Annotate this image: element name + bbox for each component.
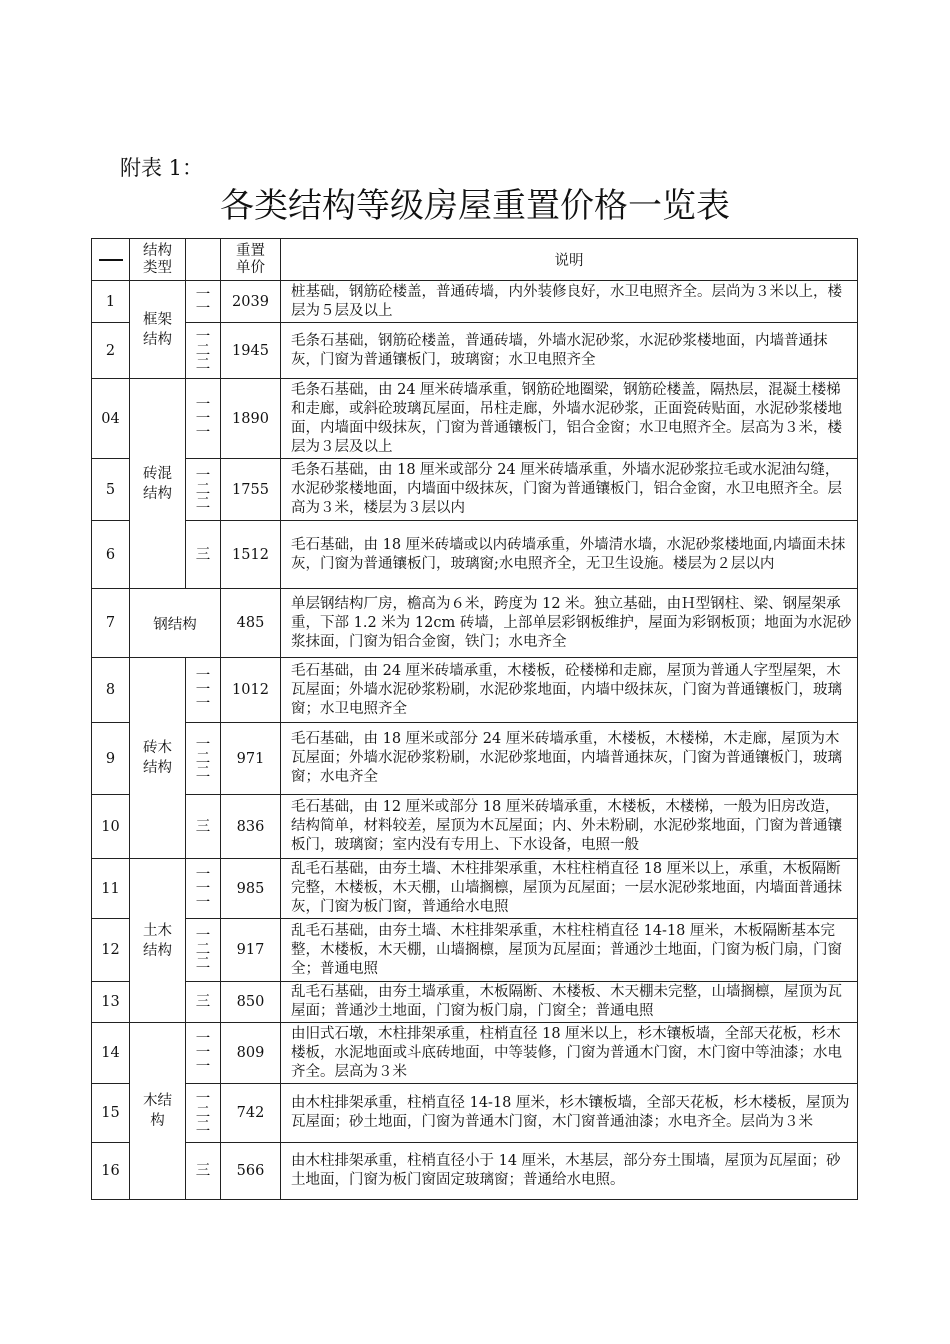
grade-cell: 一 一 一 (186, 658, 221, 723)
appendix-label: 附表 1： (120, 156, 204, 180)
price-cell: 836 (221, 795, 281, 859)
grade-cell: 三 (186, 1143, 221, 1200)
header-description: 说明 (281, 239, 858, 281)
table-row (92, 281, 858, 323)
grade-cell: 一 二 二 (186, 723, 221, 795)
price-cell: 850 (221, 982, 281, 1023)
table-row (92, 723, 858, 795)
page-title: 各类结构等级房屋重置价格一览表 (220, 186, 730, 226)
grade-cell: 三 (186, 521, 221, 589)
table-row (92, 1084, 858, 1143)
table-row (92, 459, 858, 521)
structure-type-label: 土木结构 (143, 922, 172, 959)
grade-cell: 一 二 二 (186, 323, 221, 379)
price-cell: 1945 (221, 323, 281, 379)
price-cell: 742 (221, 1084, 281, 1143)
table-row (92, 859, 858, 919)
structure-type-label: 木结构 (143, 1093, 172, 1129)
row-number: 04 (92, 379, 130, 459)
row-number: 11 (92, 859, 130, 919)
row-number: 10 (92, 795, 130, 859)
row-number: 15 (92, 1084, 130, 1143)
table-row (92, 982, 858, 1023)
structure-type-cell (130, 658, 186, 859)
description-cell: 毛石基础，由 12 厘米或部分 18 厘米砖墙承重，木楼板，木楼梯，一般为旧房改造，结构简单，材料较差，屋顶为木瓦屋面；内、外未粉刷，水泥砂浆地面，门窗为普通镶板门，玻璃窗；室内没有专用上、下水设备，电照一般 (281, 795, 858, 859)
structure-type-cell (130, 281, 186, 379)
grade-cell: 一 二 二 (186, 459, 221, 521)
description-cell: 毛条石基础，钢筋砼楼盖，普通砖墙，外墙水泥砂浆，水泥砂浆楼地面，内墙普通抹灰，门窗为普通镶板门，玻璃窗；水卫电照齐全 (281, 323, 858, 379)
price-cell: 1755 (221, 459, 281, 521)
row-number: 2 (92, 323, 130, 379)
grade-cell: 三 (186, 982, 221, 1023)
description-cell: 毛石基础，由 24 厘米砖墙承重，木楼板，砼楼梯和走廊，屋顶为普通人字型屋架，木瓦屋面；外墙水泥砂浆粉刷，水泥砂浆地面，内墙中级抹灰，门窗为普通镶板门，玻璃窗；水卫电照齐全 (281, 658, 858, 723)
price-cell: 917 (221, 919, 281, 982)
table-row (92, 589, 858, 658)
row-number: 16 (92, 1143, 130, 1200)
structure-type-cell: 钢结构 (130, 589, 221, 658)
price-cell: 485 (221, 589, 281, 658)
description-cell: 单层钢结构厂房，檐高为６米，跨度为 12 米。独立基础，由Ｈ型钢柱、梁、钢屋架承重，下部 1.2 米为 12cm 砖墙，上部单层彩钢板维护，屋面为彩钢板顶；地面为水泥砂浆抹面，门窗为铝合金窗，铁门；水电齐全 (281, 589, 858, 658)
header-structure-type: 结构类型 (130, 239, 186, 281)
row-number: 8 (92, 658, 130, 723)
row-number: 1 (92, 281, 130, 323)
grade-cell: 三 (186, 795, 221, 859)
price-cell: 971 (221, 723, 281, 795)
grade-cell: 一 一 一 (186, 859, 221, 919)
price-cell: 1012 (221, 658, 281, 723)
price-cell: 2039 (221, 281, 281, 323)
description-cell: 由木柱排架承重，柱梢直径小于 14 厘米，木基层，部分夯土围墙，屋顶为瓦屋面；砂土地面，门窗为板门窗固定玻璃窗；普通给水电照。 (281, 1143, 858, 1200)
row-number: 14 (92, 1023, 130, 1084)
header-price: 重置单价 (221, 239, 281, 281)
table-row (92, 658, 858, 723)
price-cell: 1512 (221, 521, 281, 589)
table-row (92, 1143, 858, 1200)
table-row (92, 1023, 858, 1084)
structure-type-label: 砖木结构 (143, 740, 172, 776)
row-number: 9 (92, 723, 130, 795)
price-cell: 809 (221, 1023, 281, 1084)
structure-type-cell (130, 859, 186, 1023)
description-cell: 毛石基础，由 18 厘米砖墙或以内砖墙承重，外墙清水墙，水泥砂浆楼地面,内墙面未抹灰，门窗为普通镶板门，玻璃窗;水电照齐全，无卫生设施。楼层为２层以内 (281, 521, 858, 589)
price-cell: 566 (221, 1143, 281, 1200)
grade-cell: 一 一 一 (186, 1023, 221, 1084)
table-header-row (92, 239, 858, 281)
price-cell: 985 (221, 859, 281, 919)
grade-cell: 一 一 (186, 281, 221, 323)
grade-cell: 一 二 二 (186, 1084, 221, 1143)
header-grade-cell (186, 239, 221, 281)
structure-type-label: 框架结构 (143, 311, 172, 348)
structure-type-cell (130, 1023, 186, 1200)
row-number: 7 (92, 589, 130, 658)
price-table (91, 238, 858, 1200)
table-row (92, 919, 858, 982)
table-row (92, 379, 858, 459)
dash-icon (99, 259, 123, 261)
structure-type-label: 砖混结构 (143, 465, 172, 502)
price-cell: 1890 (221, 379, 281, 459)
description-cell: 乱毛石基础，由夯土墙、木柱排架承重，木柱柱梢直径 14-18 厘米，木板隔断基本完整，木楼板，木天棚，山墙搁檩，屋顶为瓦屋面；普通沙土地面，门窗为板门扇，门窗全；普通电照 (281, 919, 858, 982)
grade-cell: 一 二 二 (186, 919, 221, 982)
row-number: 6 (92, 521, 130, 589)
table-row (92, 323, 858, 379)
description-cell: 毛条石基础，由 18 厘米或部分 24 厘米砖墙承重，外墙水泥砂浆拉毛或水泥油勾缝，水泥砂浆楼地面，内墙面中级抹灰，门窗为普通镶板门，铝合金窗，水卫电照齐全。层高为３米，楼层为３层以内 (281, 459, 858, 521)
description-cell: 乱毛石基础，由夯土墙、木柱排架承重，木柱柱梢直径 18 厘米以上，承重，木板隔断完整，木楼板，木天棚，山墙搁檩，屋顶为瓦屋面；一层水泥砂浆地面，内墙面普通抹灰，门窗为板门窗，普通给水电照 (281, 859, 858, 919)
description-cell: 桩基础，钢筋砼楼盖，普通砖墙，内外装修良好，水卫电照齐全。层尚为３米以上，楼层为５层及以上 (281, 281, 858, 323)
table-row (92, 795, 858, 859)
description-cell: 毛石基础，由 18 厘米或部分 24 厘米砖墙承重，木楼板，木楼梯，木走廊，屋顶为木瓦屋面；外墙水泥砂浆粉刷，水泥砂浆地面，内墙普通抹灰，门窗为普通镶板门，玻璃窗；水电齐全 (281, 723, 858, 795)
header-index-cell (92, 239, 130, 281)
grade-cell: 一 一 一 (186, 379, 221, 459)
row-number: 5 (92, 459, 130, 521)
description-cell: 毛条石基础，由 24 厘米砖墙承重，钢筋砼地圈梁，钢筋砼楼盖，隔热层，混凝土楼梯和走廊，或斜砼玻璃瓦屋面，吊柱走廊，外墙水泥砂浆，正面瓷砖贴面，水泥砂浆楼地面，内墙面中级抹灰，门窗为普通镶板门，铝合金窗；水卫电照齐全。层高为３米，楼层为３层及以上 (281, 379, 858, 459)
row-number: 13 (92, 982, 130, 1023)
description-cell: 由旧式石墩，木柱排架承重，柱梢直径 18 厘米以上，杉木镶板墙，全部天花板，杉木楼板，水泥地面或斗底砖地面，中等装修，门窗为普通木门窗，木门窗中等油漆；水电齐全。层高为３米 (281, 1023, 858, 1084)
table-row (92, 521, 858, 589)
description-cell: 由木柱排架承重，柱梢直径 14-18 厘米，杉木镶板墙，全部天花板，杉木楼板，屋顶为瓦屋面；砂土地面，门窗为普通木门窗，木门窗普通油漆；水电齐全。层尚为３米 (281, 1084, 858, 1143)
row-number: 12 (92, 919, 130, 982)
description-cell: 乱毛石基础，由夯土墙承重，木板隔断、木楼板、木天棚未完整，山墙搁檩，屋顶为瓦屋面；普通沙土地面，门窗为板门扇，门窗全；普通电照 (281, 982, 858, 1023)
structure-type-cell (130, 379, 186, 589)
